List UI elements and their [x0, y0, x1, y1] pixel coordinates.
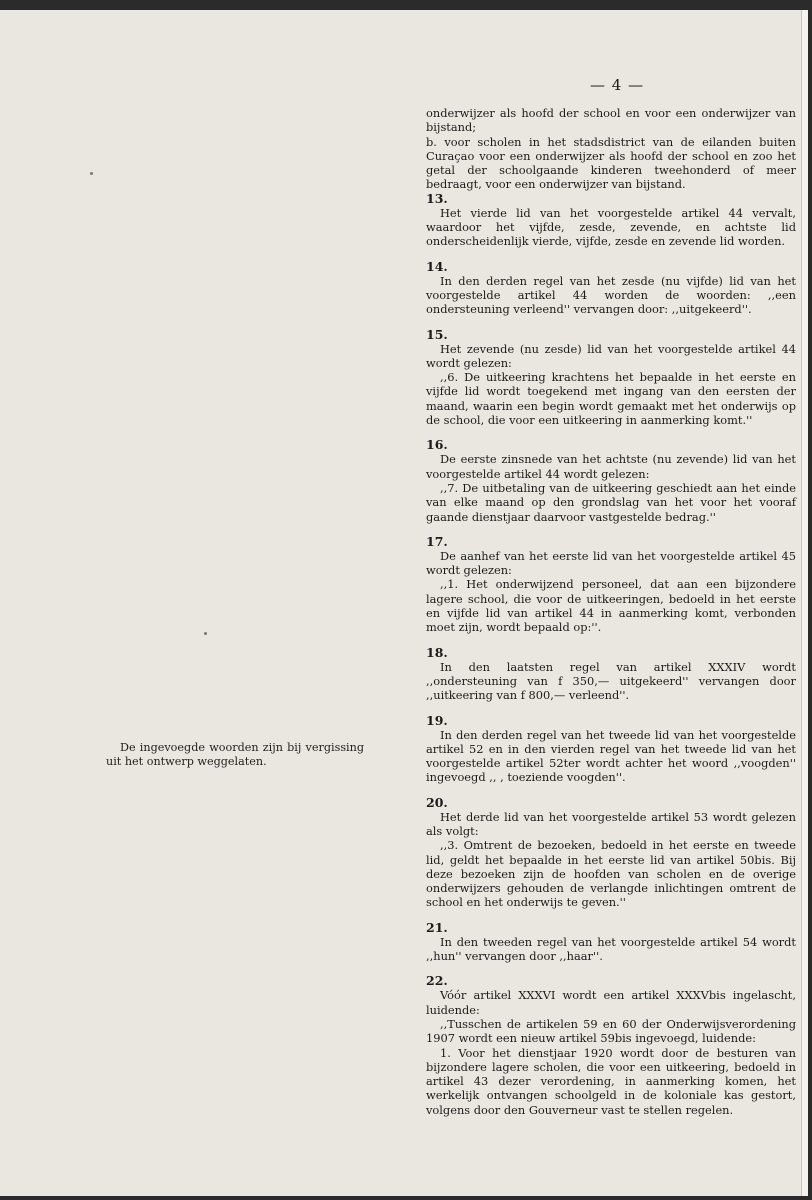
article-section	[426, 438, 796, 523]
article-section	[426, 192, 796, 249]
document-page	[0, 10, 808, 1196]
article-section	[426, 796, 796, 910]
article-section	[426, 535, 796, 635]
article-paragraph: Het derde lid van het voorgestelde artikel 53 wordt gelezen als volgt:	[426, 809, 796, 838]
article-number: 21.	[426, 919, 448, 935]
article-paragraph: In den derden regel van het zesde (nu vijfde) lid van het voorgestelde artikel 44 worden de woorden: ,,een ondersteuning verleend'' vervangen door: ,,uitgekeerd''.	[426, 273, 796, 317]
article-paragraph: ,,1. Het onderwijzend personeel, dat aan een bijzondere lagere school, die voor de uitkeeringen, bedoeld in het eerste en vijfde lid van artikel 44 in aanmerking komt, verbonden moet zijn, wordt bepaald op:''.	[426, 577, 796, 635]
article-number: 17.	[426, 533, 448, 549]
article-paragraph: Het zevende (nu zesde) lid van het voorgestelde artikel 44 wordt gelezen:	[426, 341, 796, 370]
articles-list	[426, 192, 796, 1117]
main-column	[426, 106, 796, 1117]
article-paragraph: In den tweeden regel van het voorgestelde artikel 54 wordt ,,hun'' vervangen door ,,haar''.	[426, 934, 796, 964]
article-number: 22.	[426, 973, 448, 989]
article-paragraph: De aanhef van het eerste lid van het voorgestelde artikel 45 wordt gelezen:	[426, 548, 796, 578]
speck-mark	[90, 172, 93, 175]
intro-paragraph: onderwijzer als hoofd der school en voor een onderwijzer van bijstand;	[426, 106, 796, 135]
speck-mark	[204, 632, 207, 635]
article-paragraph: 1. Voor het dienstjaar 1920 wordt door de besturen van bijzondere lagere scholen, die voor een uitkeering, bedoeld in artikel 43 dezer verordening, in aanmerking komen, het werkelijk ontvangen schoolgeld in de koloniale kas gestort, volgens door den Gouverneur vast te stellen regelen.	[426, 1045, 796, 1117]
article-paragraph: Het vierde lid van het voorgestelde artikel 44 vervalt, waardoor het vijfde, zesde, zevende, en achtste lid onderscheidenlijk vierde, vijfde, zesde en zevende lid worden.	[426, 205, 796, 249]
article-paragraph: ,,7. De uitbetaling van de uitkeering geschiedt aan het einde van elke maand op den grondslag van het voor het vooraf gaande dienstjaar daarvoor vastgestelde bedrag.''	[426, 480, 796, 524]
article-paragraph: De eerste zinsnede van het achtste (nu zevende) lid van het voorgestelde artikel 44 wordt gelezen:	[426, 452, 796, 481]
article-paragraph: In den laatsten regel van artikel XXXIV wordt ,,ondersteuning van f 350,— uitgekeerd'' vervangen door ,,uitkeering van f 800,— verleend''.	[426, 659, 796, 703]
page-number: — 4 —	[590, 76, 645, 94]
article-section	[426, 328, 796, 428]
article-paragraph: ,,6. De uitkeering krachtens het bepaalde in het eerste en vijfde lid wordt toegekend met ingang van den eersten der maand, waarin een begin wordt gemaakt met het onderwijs op de school, die voor een uitkeering in aanmerking komt.''	[426, 370, 796, 428]
article-number: 15.	[426, 326, 448, 342]
article-paragraph: ,,Tusschen de artikelen 59 en 60 der Onderwijsverordening 1907 wordt een nieuw artikel 59bis ingevoegd, luidende:	[426, 1016, 796, 1046]
article-section	[426, 974, 796, 1117]
article-paragraph: In den derden regel van het tweede lid van het voorgestelde artikel 52 en in den vierden regel van het tweede lid van het voorgestelde artikel 52ter wordt achter het woord ,,voogden'' ingevoegd ,, , toeziende voogden''.	[426, 727, 796, 785]
article-section	[426, 260, 796, 317]
article-number: 19.	[426, 712, 448, 728]
article-number: 13.	[426, 190, 448, 206]
page-edge	[801, 10, 808, 1196]
article-number: 18.	[426, 644, 448, 660]
article-number: 14.	[426, 258, 448, 274]
article-number: 20.	[426, 794, 448, 810]
article-number: 16.	[426, 437, 448, 453]
article-section	[426, 921, 796, 964]
article-section	[426, 646, 796, 703]
article-paragraph: Vóór artikel XXXVI wordt een artikel XXXVbis ingelascht, luidende:	[426, 988, 796, 1017]
article-section	[426, 714, 796, 785]
margin-note: De ingevoegde woorden zijn bij vergissing uit het ontwerp weggelaten.	[106, 741, 364, 768]
intro-paragraph: b. voor scholen in het stadsdistrict van de eilanden buiten Curaçao voor een onderwijzer als hoofd der school en zoo het getal der schoolgaande kinderen tweehonderd of meer bedraagt, voor een onderwijzer van bijstand.	[426, 134, 796, 192]
article-paragraph: ,,3. Omtrent de bezoeken, bedoeld in het eerste en tweede lid, geldt het bepaalde in het eerste lid van artikel 50bis. Bij deze bezoeken zijn de hoofden van scholen en de overige onderwijzers gehouden de verlangde inlichtingen omtrent de school en het onderwijs te geven.''	[426, 838, 796, 910]
intro-continuation	[426, 106, 796, 192]
